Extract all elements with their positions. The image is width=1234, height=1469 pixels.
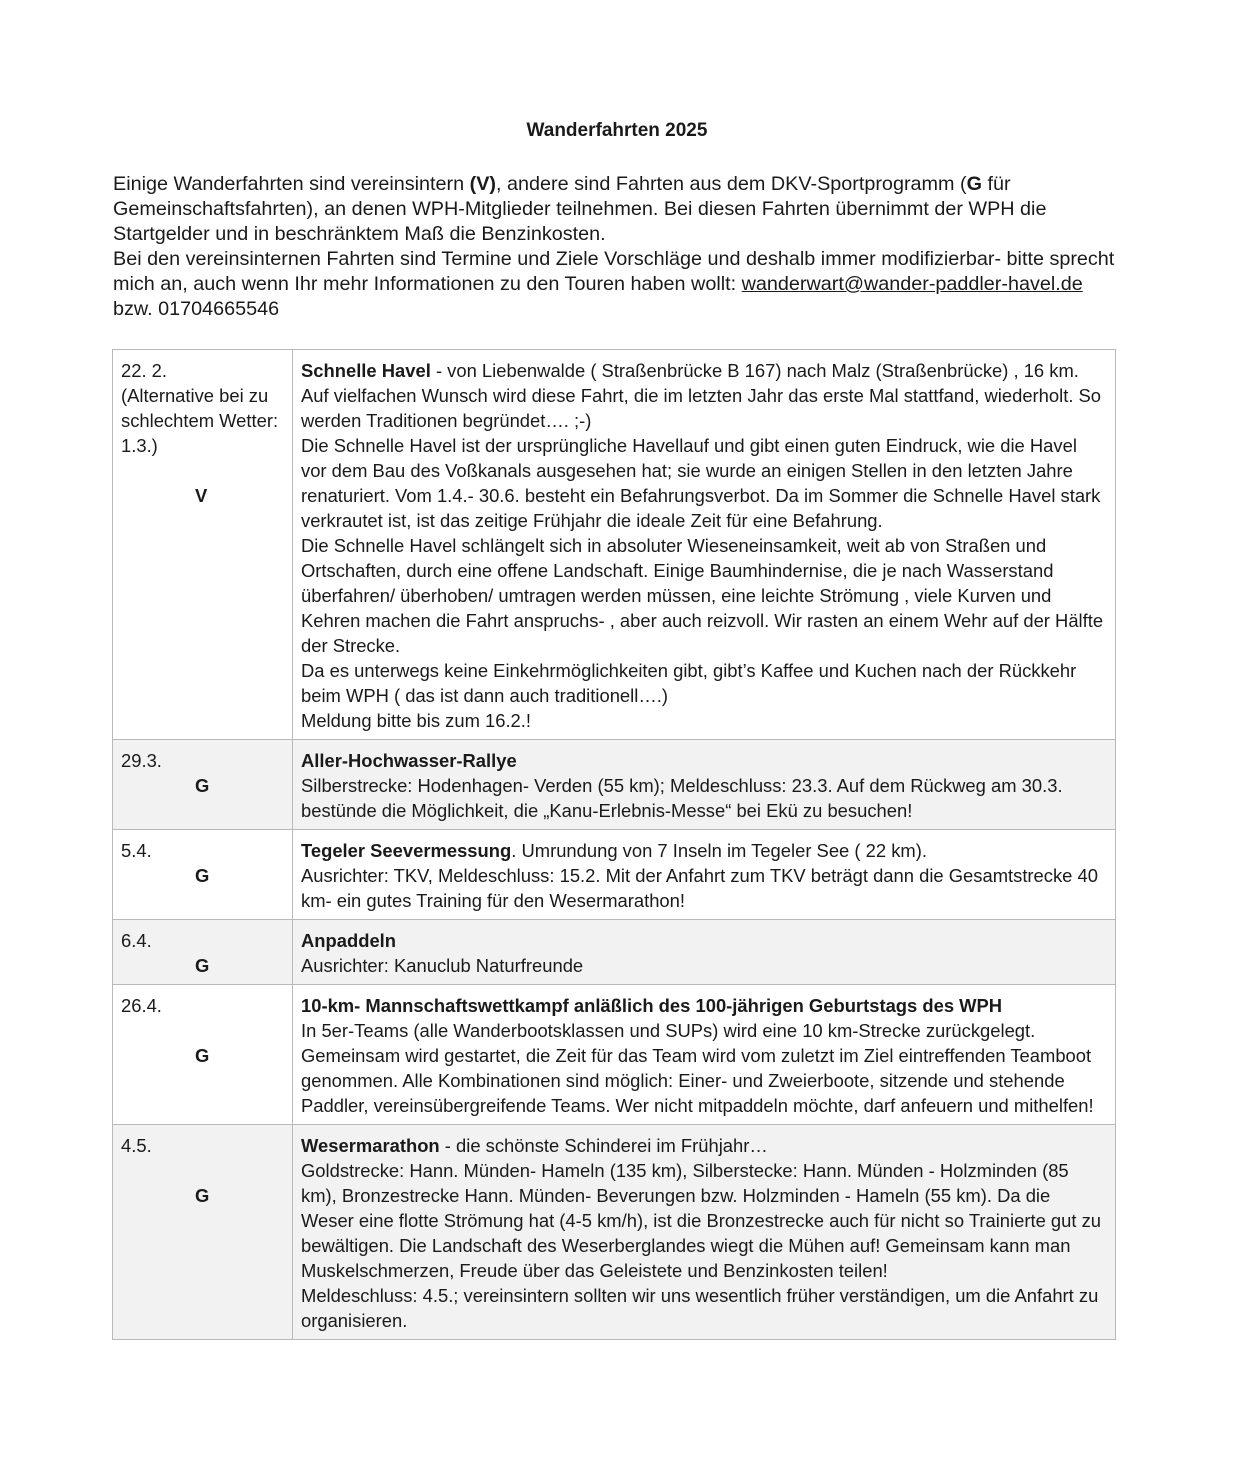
date-cell	[113, 350, 293, 740]
event-heading: Tegeler Seevermessung	[301, 840, 512, 861]
event-date: 26.4.	[121, 995, 162, 1016]
event-date: 29.3.	[121, 750, 162, 771]
event-category: G	[195, 775, 210, 796]
event-category: G	[195, 955, 210, 976]
description-cell	[293, 740, 1116, 830]
event-date: 6.4.	[121, 930, 152, 951]
event-text-line: Meldeschluss: 4.5.; vereinsintern sollten wir uns wesentlich früher verständigen, um die Anfahrt zu organisieren.	[301, 1285, 1099, 1331]
table-row	[113, 985, 1116, 1125]
table-row	[113, 830, 1116, 920]
event-date: 22. 2.	[121, 360, 168, 381]
table-row	[113, 740, 1116, 830]
event-heading: 10-km- Mannschaftswettkampf anläßlich des 100-jährigen Geburtstags des WPH	[301, 995, 1003, 1016]
description-cell	[293, 830, 1116, 920]
event-heading: Wesermarathon	[301, 1135, 440, 1156]
event-date: 5.4.	[121, 840, 152, 861]
event-text-line: Goldstrecke: Hann. Münden- Hameln (135 km), Silberstecke: Hann. Münden - Holzminden (85 km), Bronzestrecke Hann. Münden- Beverungen bzw. Holzminden - Hameln (55 km). Da die Weser eine flotte Strömung hat (4-5 km/h), ist die Bronzestrecke auch für nicht so Trainierte gut zu bewältigen. Die Landschaft des Weserberglandes wiegt die Mühen auf! Gemeinsam kann man Muskelschmerzen, Freude über das Geleistete und Benzinkosten teilen!	[301, 1160, 1102, 1281]
event-text-line: Gemeinsam wird gestartet, die Zeit für das Team wird vom zuletzt im Ziel eintreffenden Teamboot genommen. Alle Kombinationen sind möglich: Einer- und Zweierboote, sitzende und stehende Paddler, vereinsübergreifende Teams. Wer nicht mitpaddeln möchte, darf anfeuern und mithelfen!	[301, 1045, 1094, 1116]
event-category: V	[195, 485, 208, 506]
event-text-line: Ausrichter: TKV, Meldeschluss: 15.2. Mit der Anfahrt zum TKV beträgt dann die Gesamtstrecke 40 km- ein gutes Training für den Wesermarathon!	[301, 865, 1098, 911]
event-date: 4.5.	[121, 1135, 152, 1156]
intro-text-segment: Einige Wanderfahrten sind vereinsintern	[113, 173, 470, 195]
event-text-line: Silberstrecke: Hodenhagen- Verden (55 km); Meldeschluss: 23.3. Auf dem Rückweg am 30.3. bestünde die Möglichkeit, die „Kanu-Erlebnis-Messe“ bei Ekü zu besuchen!	[301, 775, 1063, 821]
table-row	[113, 350, 1116, 740]
event-text-line: In 5er-Teams (alle Wanderbootsklassen und SUPs) wird eine 10 km-Strecke zurückgelegt.	[301, 1020, 1036, 1041]
description-cell	[293, 350, 1116, 740]
event-heading-rest: - von Liebenwalde ( Straßenbrücke B 167) nach Malz (Straßenbrücke) , 16 km. Auf vielfachen Wunsch wird diese Fahrt, die im letzten Jahr das erste Mal stattfand, wiederholt. So werden Traditionen begründet…. ;-)	[301, 360, 1102, 431]
intro-text-segment: für Gemeinschaftsfahrten), an denen WPH-Mitglieder teilnehmen. Bei diesen Fahrten übernimmt der WPH die Startgelder und in beschränktem Maß die Benzinkosten.	[113, 173, 1047, 245]
event-heading: Schnelle Havel	[301, 360, 431, 381]
event-category: G	[195, 1045, 210, 1066]
page-title: Wanderfahrten 2025	[526, 120, 708, 141]
description-cell	[293, 1125, 1116, 1340]
event-category: G	[195, 865, 210, 886]
intro-text	[113, 172, 1123, 322]
event-heading-rest: . Umrundung von 7 Inseln im Tegeler See ( 22 km).	[511, 840, 927, 861]
event-heading: Anpaddeln	[301, 930, 397, 951]
event-text-line: Meldung bitte bis zum 16.2.!	[301, 710, 532, 731]
event-text-line: Da es unterwegs keine Einkehrmöglichkeiten gibt, gibt’s Kaffee und Kuchen nach der Rückkehr beim WPH ( das ist dann auch traditionell….)	[301, 660, 1077, 706]
date-cell	[113, 740, 293, 830]
trips-table	[112, 349, 1116, 1340]
intro-paragraph-1	[113, 172, 1123, 247]
table-row	[113, 920, 1116, 985]
event-text-line: Die Schnelle Havel schlängelt sich in absoluter Wieseneinsamkeit, weit ab von Straßen und Ortschaften, durch eine offene Landschaft. Einige Baumhindernise, die je nach Wasserstand überfahren/ überhoben/ umtragen werden müssen, eine leichte Strömung , viele Kurven und Kehren machen die Fahrt anspruchs- , aber auch reizvoll. Wir rasten an einem Wehr auf der Hälfte der Strecke.	[301, 535, 1104, 656]
intro-paragraph-2	[113, 247, 1123, 322]
phone-number: bzw. 01704665546	[113, 298, 280, 320]
date-cell	[113, 830, 293, 920]
intro-text-segment: Bei den vereinsinternen Fahrten sind Termine und Ziele Vorschläge und deshalb immer modifizierbar- bitte sprecht mich an, auch wenn Ihr mehr Informationen zu den Touren haben wollt:	[113, 248, 1115, 295]
table-row	[113, 1125, 1116, 1340]
description-cell	[293, 920, 1116, 985]
event-text-line: Ausrichter: Kanuclub Naturfreunde	[301, 955, 584, 976]
date-cell	[113, 1125, 293, 1340]
event-text-line: Die Schnelle Havel ist der ursprüngliche Havellauf und gibt einen guten Eindruck, wie die Havel vor dem Bau des Voßkanals ausgesehen hat; sie wurde an einigen Stellen in den letzten Jahre renaturiert. Vom 1.4.- 30.6. besteht ein Befahrungsverbot. Da im Sommer die Schnelle Havel stark verkrautet ist, ist das zeitige Frühjahr die ideale Zeit für eine Befahrung.	[301, 435, 1101, 531]
description-cell	[293, 985, 1116, 1125]
intro-v-marker: (V)	[469, 173, 496, 195]
date-cell	[113, 920, 293, 985]
date-cell	[113, 985, 293, 1125]
intro-g-marker: G	[966, 173, 982, 195]
event-heading: Aller-Hochwasser-Rallye	[301, 750, 517, 771]
event-heading-rest: - die schönste Schinderei im Frühjahr…	[439, 1135, 768, 1156]
intro-text-segment: , andere sind Fahrten aus dem DKV-Sportprogramm (	[496, 173, 967, 195]
event-date-note: (Alternative bei zu schlechtem Wetter: 1.3.)	[121, 385, 279, 456]
event-category: G	[195, 1185, 210, 1206]
email-link[interactable]: wanderwart@wander-paddler-havel.de	[741, 273, 1083, 295]
